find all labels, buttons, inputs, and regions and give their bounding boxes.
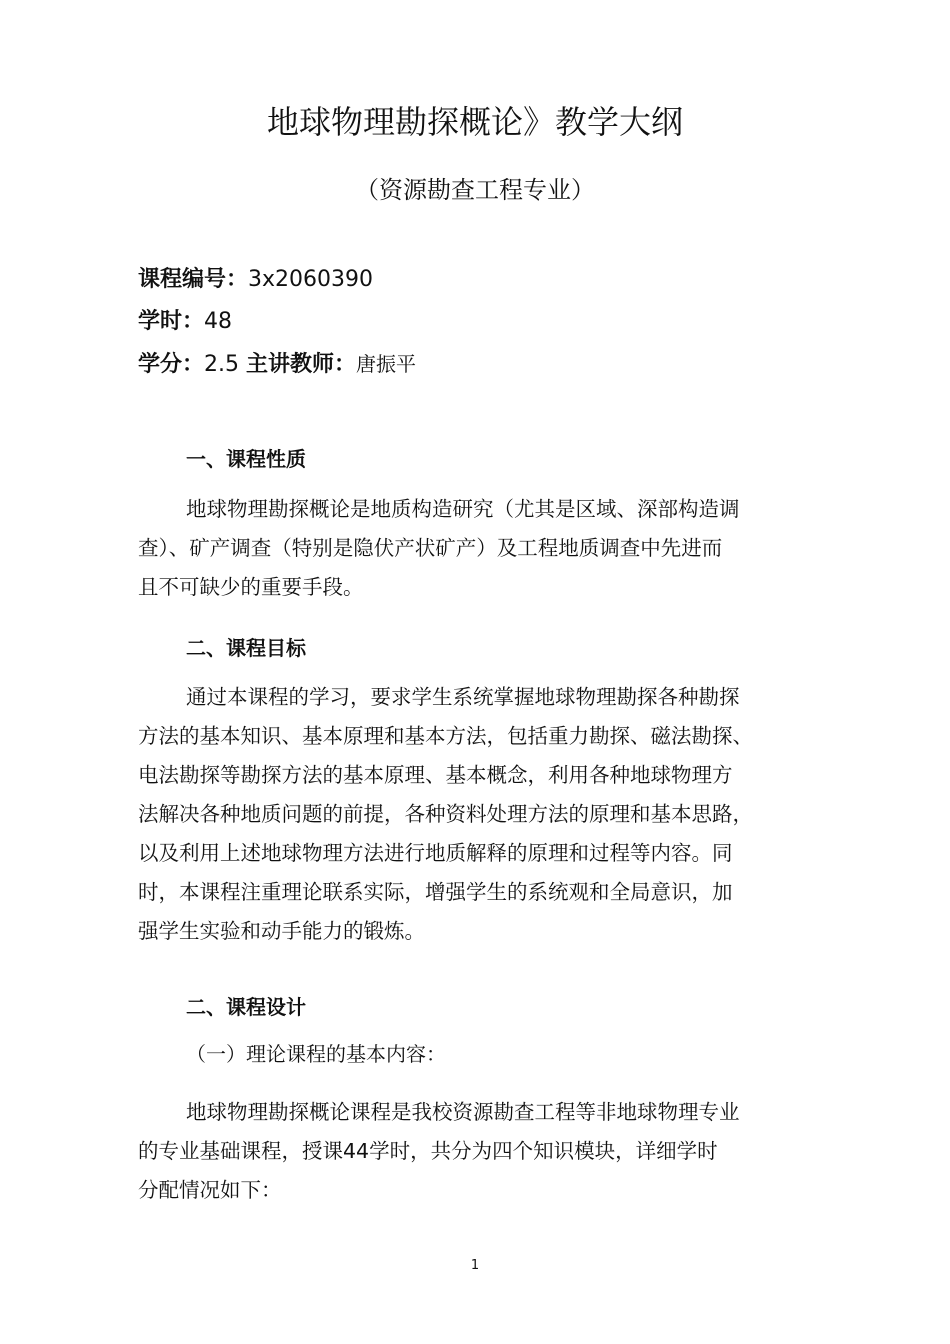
paragraph-line: 地球物理勘探概论是地质构造研究（尤其是区域、深部构造调 bbox=[186, 497, 740, 521]
teacher-value: 唐振平 bbox=[356, 352, 417, 376]
course-code-label: 课程编号： bbox=[138, 267, 249, 292]
paragraph-line: 且不可缺少的重要手段。 bbox=[138, 575, 364, 599]
paragraph-line: 以及利用上述地球物理方法进行地质解释的原理和过程等内容。同 bbox=[138, 841, 733, 865]
section-heading-design: 二、课程设计 bbox=[186, 995, 306, 1019]
section-paragraph-nature bbox=[138, 490, 838, 607]
course-code-value: 3x2060390 bbox=[248, 267, 374, 292]
credits-label: 学分： bbox=[138, 352, 205, 377]
section-heading-nature: 一、课程性质 bbox=[186, 447, 306, 471]
page-number: 1 bbox=[470, 1258, 480, 1273]
document-title: 地球物理勘探概论》教学大纲 bbox=[266, 103, 683, 141]
document-subtitle: （资源勘查工程专业） bbox=[355, 176, 595, 204]
course-hours bbox=[138, 307, 232, 337]
paragraph-line: 强学生实验和动手能力的锻炼。 bbox=[138, 919, 425, 943]
section-subheading-design: （一）理论课程的基本内容： bbox=[186, 1042, 446, 1066]
course-code bbox=[138, 265, 373, 295]
section-paragraph-design bbox=[138, 1093, 838, 1210]
teacher-label: 主讲教师： bbox=[246, 352, 357, 377]
paragraph-line: 的专业基础课程，授课44学时，共分为四个知识模块，详细学时 bbox=[138, 1139, 718, 1163]
credits-value: 2.5 bbox=[204, 352, 240, 377]
hours-value: 48 bbox=[204, 309, 233, 334]
hours-label: 学时： bbox=[138, 309, 205, 334]
section-heading-goals: 二、课程目标 bbox=[186, 636, 306, 660]
section-paragraph-goals bbox=[138, 678, 838, 951]
paragraph-line: 分配情况如下： bbox=[138, 1178, 282, 1202]
paragraph-line: 查）、矿产调查（特别是隐伏产状矿产）及工程地质调查中先进而 bbox=[138, 536, 723, 560]
paragraph-line: 通过本课程的学习，要求学生系统掌握地球物理勘探各种勘探 bbox=[186, 685, 740, 709]
paragraph-line: 电法勘探等勘探方法的基本原理、基本概念，利用各种地球物理方 bbox=[138, 763, 733, 787]
paragraph-line: 方法的基本知识、基本原理和基本方法，包括重力勘探、磁法勘探、 bbox=[138, 724, 753, 748]
paragraph-line: 时，本课程注重理论联系实际，增强学生的系统观和全局意识，加 bbox=[138, 880, 733, 904]
course-credits-teacher bbox=[138, 349, 416, 380]
paragraph-line: 地球物理勘探概论课程是我校资源勘查工程等非地球物理专业 bbox=[186, 1100, 740, 1124]
paragraph-line: 法解决各种地质问题的前提，各种资料处理方法的原理和基本思路， bbox=[138, 802, 753, 826]
